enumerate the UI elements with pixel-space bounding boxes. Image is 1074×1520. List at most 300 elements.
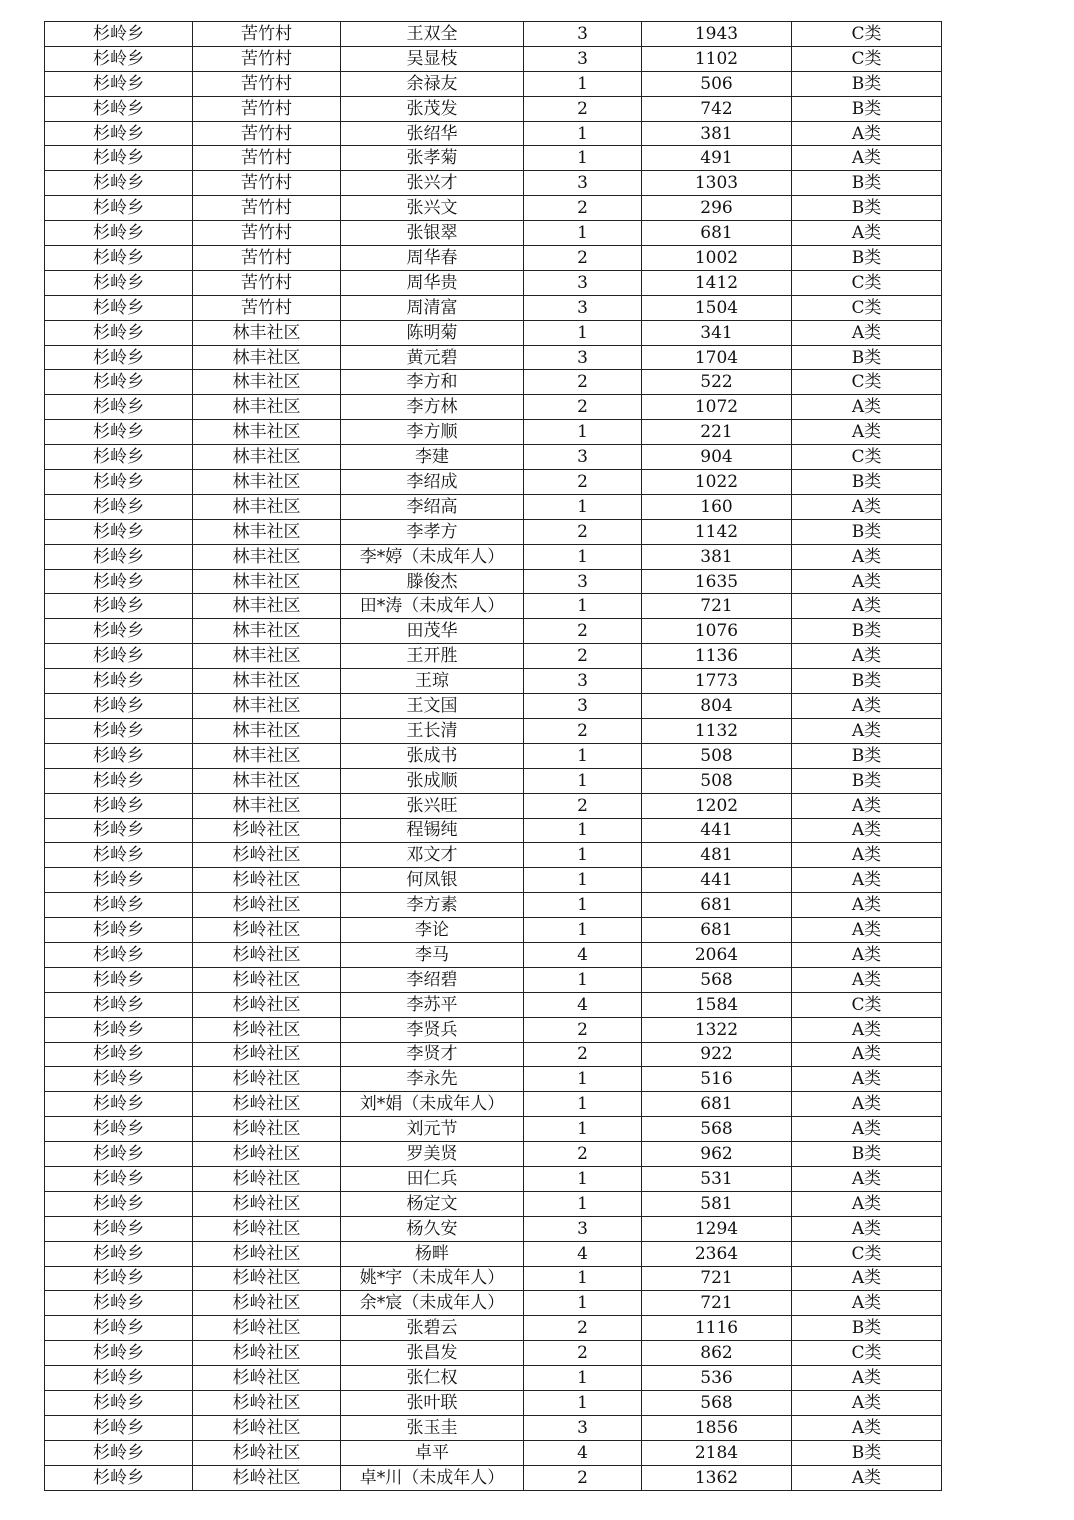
village-cell: 林丰社区 [193, 370, 341, 395]
amount-cell: 804 [642, 694, 792, 719]
village-cell: 苦竹村 [193, 121, 341, 146]
table-row [45, 221, 942, 246]
category-cell: B类 [792, 519, 942, 544]
township-cell: 杉岭乡 [45, 768, 193, 793]
category-cell: C类 [792, 445, 942, 470]
township-cell: 杉岭乡 [45, 793, 193, 818]
category-cell: A类 [792, 221, 942, 246]
name-cell: 李方林 [341, 395, 524, 420]
table-row [45, 868, 942, 893]
table-row [45, 46, 942, 71]
household-size-cell: 4 [524, 1440, 642, 1465]
table-row [45, 519, 942, 544]
name-cell: 张孝菊 [341, 146, 524, 171]
name-cell: 何凤银 [341, 868, 524, 893]
township-cell: 杉岭乡 [45, 992, 193, 1017]
table-row [45, 395, 942, 420]
name-cell: 李绍成 [341, 470, 524, 495]
township-cell: 杉岭乡 [45, 320, 193, 345]
table-row [45, 1440, 942, 1465]
name-cell: 张成书 [341, 743, 524, 768]
household-size-cell: 3 [524, 345, 642, 370]
amount-cell: 721 [642, 1266, 792, 1291]
household-size-cell: 3 [524, 46, 642, 71]
name-cell: 王长清 [341, 718, 524, 743]
household-size-cell: 1 [524, 967, 642, 992]
table-row [45, 1390, 942, 1415]
amount-cell: 681 [642, 893, 792, 918]
table-row [45, 743, 942, 768]
village-cell: 杉岭社区 [193, 1341, 341, 1366]
category-cell: C类 [792, 370, 942, 395]
village-cell: 苦竹村 [193, 171, 341, 196]
table-row [45, 967, 942, 992]
township-cell: 杉岭乡 [45, 420, 193, 445]
name-cell: 李*婷（未成年人） [341, 544, 524, 569]
household-size-cell: 3 [524, 22, 642, 47]
amount-cell: 568 [642, 967, 792, 992]
category-cell: A类 [792, 1266, 942, 1291]
village-cell: 杉岭社区 [193, 1092, 341, 1117]
name-cell: 罗美贤 [341, 1142, 524, 1167]
category-cell: C类 [792, 295, 942, 320]
amount-cell: 862 [642, 1341, 792, 1366]
name-cell: 李方顺 [341, 420, 524, 445]
name-cell: 张碧云 [341, 1316, 524, 1341]
township-cell: 杉岭乡 [45, 1440, 193, 1465]
category-cell: B类 [792, 71, 942, 96]
category-cell: C类 [792, 1341, 942, 1366]
amount-cell: 441 [642, 818, 792, 843]
category-cell: B类 [792, 345, 942, 370]
township-cell: 杉岭乡 [45, 96, 193, 121]
village-cell: 苦竹村 [193, 221, 341, 246]
name-cell: 李方和 [341, 370, 524, 395]
township-cell: 杉岭乡 [45, 519, 193, 544]
village-cell: 苦竹村 [193, 46, 341, 71]
amount-cell: 522 [642, 370, 792, 395]
amount-cell: 491 [642, 146, 792, 171]
amount-cell: 2064 [642, 942, 792, 967]
category-cell: A类 [792, 1191, 942, 1216]
village-cell: 苦竹村 [193, 22, 341, 47]
table-row [45, 246, 942, 271]
category-cell: B类 [792, 470, 942, 495]
amount-cell: 1856 [642, 1415, 792, 1440]
name-cell: 杨畔 [341, 1241, 524, 1266]
township-cell: 杉岭乡 [45, 221, 193, 246]
amount-cell: 508 [642, 768, 792, 793]
category-cell: A类 [792, 843, 942, 868]
village-cell: 杉岭社区 [193, 1191, 341, 1216]
table-row [45, 544, 942, 569]
table-row [45, 644, 942, 669]
table-row [45, 669, 942, 694]
amount-cell: 1635 [642, 569, 792, 594]
name-cell: 田仁兵 [341, 1166, 524, 1191]
name-cell: 李绍高 [341, 494, 524, 519]
household-size-cell: 1 [524, 918, 642, 943]
township-cell: 杉岭乡 [45, 445, 193, 470]
table-row [45, 345, 942, 370]
township-cell: 杉岭乡 [45, 942, 193, 967]
amount-cell: 1202 [642, 793, 792, 818]
table-row [45, 1142, 942, 1167]
township-cell: 杉岭乡 [45, 171, 193, 196]
household-size-cell: 2 [524, 196, 642, 221]
amount-cell: 1704 [642, 345, 792, 370]
table-row [45, 1465, 942, 1490]
village-cell: 苦竹村 [193, 270, 341, 295]
township-cell: 杉岭乡 [45, 470, 193, 495]
township-cell: 杉岭乡 [45, 967, 193, 992]
household-size-cell: 1 [524, 893, 642, 918]
table-row [45, 1291, 942, 1316]
table-row [45, 1241, 942, 1266]
village-cell: 杉岭社区 [193, 1017, 341, 1042]
category-cell: B类 [792, 743, 942, 768]
township-cell: 杉岭乡 [45, 395, 193, 420]
category-cell: A类 [792, 146, 942, 171]
table-row [45, 295, 942, 320]
village-cell: 苦竹村 [193, 295, 341, 320]
village-cell: 林丰社区 [193, 420, 341, 445]
household-size-cell: 2 [524, 1465, 642, 1490]
village-cell: 林丰社区 [193, 768, 341, 793]
township-cell: 杉岭乡 [45, 1341, 193, 1366]
township-cell: 杉岭乡 [45, 121, 193, 146]
household-size-cell: 4 [524, 942, 642, 967]
township-cell: 杉岭乡 [45, 1266, 193, 1291]
table-row [45, 1341, 942, 1366]
name-cell: 余*宸（未成年人） [341, 1291, 524, 1316]
village-cell: 杉岭社区 [193, 1390, 341, 1415]
table-row [45, 121, 942, 146]
village-cell: 林丰社区 [193, 569, 341, 594]
amount-cell: 1076 [642, 619, 792, 644]
amount-cell: 1102 [642, 46, 792, 71]
amount-cell: 721 [642, 594, 792, 619]
name-cell: 李马 [341, 942, 524, 967]
township-cell: 杉岭乡 [45, 893, 193, 918]
township-cell: 杉岭乡 [45, 22, 193, 47]
village-cell: 林丰社区 [193, 395, 341, 420]
category-cell: A类 [792, 644, 942, 669]
name-cell: 张银翠 [341, 221, 524, 246]
category-cell: A类 [792, 1465, 942, 1490]
name-cell: 李论 [341, 918, 524, 943]
table-row [45, 370, 942, 395]
village-cell: 苦竹村 [193, 71, 341, 96]
amount-cell: 296 [642, 196, 792, 221]
category-cell: A类 [792, 818, 942, 843]
village-cell: 林丰社区 [193, 494, 341, 519]
village-cell: 苦竹村 [193, 96, 341, 121]
township-cell: 杉岭乡 [45, 694, 193, 719]
township-cell: 杉岭乡 [45, 494, 193, 519]
table-row [45, 1092, 942, 1117]
township-cell: 杉岭乡 [45, 1042, 193, 1067]
village-cell: 杉岭社区 [193, 1266, 341, 1291]
village-cell: 杉岭社区 [193, 1216, 341, 1241]
village-cell: 林丰社区 [193, 694, 341, 719]
category-cell: B类 [792, 619, 942, 644]
table-row [45, 1216, 942, 1241]
table-row [45, 71, 942, 96]
township-cell: 杉岭乡 [45, 246, 193, 271]
name-cell: 李永先 [341, 1067, 524, 1092]
household-size-cell: 1 [524, 544, 642, 569]
name-cell: 张绍华 [341, 121, 524, 146]
category-cell: A类 [792, 1017, 942, 1042]
amount-cell: 1362 [642, 1465, 792, 1490]
amount-cell: 481 [642, 843, 792, 868]
village-cell: 杉岭社区 [193, 1291, 341, 1316]
name-cell: 张兴才 [341, 171, 524, 196]
village-cell: 杉岭社区 [193, 1316, 341, 1341]
township-cell: 杉岭乡 [45, 1067, 193, 1092]
table-row [45, 942, 942, 967]
table-row [45, 494, 942, 519]
category-cell: C类 [792, 46, 942, 71]
category-cell: C类 [792, 270, 942, 295]
name-cell: 李孝方 [341, 519, 524, 544]
category-cell: A类 [792, 694, 942, 719]
amount-cell: 568 [642, 1117, 792, 1142]
name-cell: 周华贵 [341, 270, 524, 295]
category-cell: A类 [792, 1216, 942, 1241]
amount-cell: 681 [642, 221, 792, 246]
township-cell: 杉岭乡 [45, 1291, 193, 1316]
table-row [45, 1366, 942, 1391]
category-cell: A类 [792, 569, 942, 594]
township-cell: 杉岭乡 [45, 1316, 193, 1341]
category-cell: B类 [792, 1440, 942, 1465]
township-cell: 杉岭乡 [45, 569, 193, 594]
category-cell: B类 [792, 1142, 942, 1167]
table-row [45, 718, 942, 743]
household-size-cell: 1 [524, 146, 642, 171]
household-size-cell: 2 [524, 644, 642, 669]
household-size-cell: 1 [524, 221, 642, 246]
household-size-cell: 1 [524, 1266, 642, 1291]
amount-cell: 1022 [642, 470, 792, 495]
name-cell: 李贤才 [341, 1042, 524, 1067]
name-cell: 李绍碧 [341, 967, 524, 992]
category-cell: B类 [792, 246, 942, 271]
name-cell: 张玉圭 [341, 1415, 524, 1440]
table-row [45, 22, 942, 47]
name-cell: 杨定文 [341, 1191, 524, 1216]
name-cell: 周华春 [341, 246, 524, 271]
household-size-cell: 3 [524, 445, 642, 470]
category-cell: A类 [792, 1092, 942, 1117]
village-cell: 林丰社区 [193, 619, 341, 644]
township-cell: 杉岭乡 [45, 743, 193, 768]
amount-cell: 1116 [642, 1316, 792, 1341]
township-cell: 杉岭乡 [45, 644, 193, 669]
household-size-cell: 4 [524, 1241, 642, 1266]
household-size-cell: 1 [524, 1092, 642, 1117]
name-cell: 姚*宇（未成年人） [341, 1266, 524, 1291]
village-cell: 杉岭社区 [193, 868, 341, 893]
township-cell: 杉岭乡 [45, 918, 193, 943]
household-size-cell: 1 [524, 121, 642, 146]
village-cell: 杉岭社区 [193, 818, 341, 843]
village-cell: 杉岭社区 [193, 942, 341, 967]
household-size-cell: 1 [524, 494, 642, 519]
assistance-roster-table [44, 21, 942, 1491]
category-cell: A类 [792, 544, 942, 569]
village-cell: 杉岭社区 [193, 1042, 341, 1067]
village-cell: 杉岭社区 [193, 992, 341, 1017]
township-cell: 杉岭乡 [45, 1241, 193, 1266]
township-cell: 杉岭乡 [45, 1465, 193, 1490]
name-cell: 程锡纯 [341, 818, 524, 843]
table-row [45, 1067, 942, 1092]
household-size-cell: 1 [524, 1291, 642, 1316]
table-body [45, 22, 942, 1491]
household-size-cell: 2 [524, 246, 642, 271]
township-cell: 杉岭乡 [45, 1017, 193, 1042]
township-cell: 杉岭乡 [45, 843, 193, 868]
household-size-cell: 3 [524, 171, 642, 196]
household-size-cell: 2 [524, 1341, 642, 1366]
household-size-cell: 2 [524, 1017, 642, 1042]
category-cell: A类 [792, 1390, 942, 1415]
category-cell: B类 [792, 196, 942, 221]
table-row [45, 146, 942, 171]
amount-cell: 962 [642, 1142, 792, 1167]
household-size-cell: 2 [524, 370, 642, 395]
name-cell: 田*涛（未成年人） [341, 594, 524, 619]
village-cell: 林丰社区 [193, 669, 341, 694]
name-cell: 王文国 [341, 694, 524, 719]
table-row [45, 918, 942, 943]
name-cell: 刘元节 [341, 1117, 524, 1142]
category-cell: A类 [792, 718, 942, 743]
township-cell: 杉岭乡 [45, 1191, 193, 1216]
name-cell: 杨久安 [341, 1216, 524, 1241]
amount-cell: 1072 [642, 395, 792, 420]
township-cell: 杉岭乡 [45, 146, 193, 171]
category-cell: A类 [792, 395, 942, 420]
table-row [45, 96, 942, 121]
village-cell: 杉岭社区 [193, 843, 341, 868]
amount-cell: 381 [642, 121, 792, 146]
amount-cell: 904 [642, 445, 792, 470]
village-cell: 林丰社区 [193, 644, 341, 669]
name-cell: 吴显枝 [341, 46, 524, 71]
amount-cell: 508 [642, 743, 792, 768]
township-cell: 杉岭乡 [45, 1415, 193, 1440]
household-size-cell: 3 [524, 1216, 642, 1241]
amount-cell: 516 [642, 1067, 792, 1092]
amount-cell: 1504 [642, 295, 792, 320]
category-cell: A类 [792, 121, 942, 146]
name-cell: 李贤兵 [341, 1017, 524, 1042]
amount-cell: 441 [642, 868, 792, 893]
township-cell: 杉岭乡 [45, 1166, 193, 1191]
household-size-cell: 2 [524, 1042, 642, 1067]
amount-cell: 341 [642, 320, 792, 345]
name-cell: 张兴旺 [341, 793, 524, 818]
name-cell: 张仁权 [341, 1366, 524, 1391]
village-cell: 杉岭社区 [193, 1415, 341, 1440]
household-size-cell: 1 [524, 768, 642, 793]
name-cell: 滕俊杰 [341, 569, 524, 594]
amount-cell: 1002 [642, 246, 792, 271]
name-cell: 王琼 [341, 669, 524, 694]
village-cell: 林丰社区 [193, 544, 341, 569]
name-cell: 王双全 [341, 22, 524, 47]
household-size-cell: 3 [524, 295, 642, 320]
household-size-cell: 1 [524, 1166, 642, 1191]
amount-cell: 1142 [642, 519, 792, 544]
amount-cell: 681 [642, 918, 792, 943]
household-size-cell: 1 [524, 868, 642, 893]
category-cell: B类 [792, 1316, 942, 1341]
amount-cell: 1773 [642, 669, 792, 694]
township-cell: 杉岭乡 [45, 818, 193, 843]
village-cell: 杉岭社区 [193, 1166, 341, 1191]
table-row [45, 1042, 942, 1067]
township-cell: 杉岭乡 [45, 1216, 193, 1241]
village-cell: 苦竹村 [193, 146, 341, 171]
amount-cell: 536 [642, 1366, 792, 1391]
township-cell: 杉岭乡 [45, 71, 193, 96]
table-row [45, 793, 942, 818]
amount-cell: 1136 [642, 644, 792, 669]
village-cell: 林丰社区 [193, 320, 341, 345]
category-cell: A类 [792, 1366, 942, 1391]
table-row [45, 1117, 942, 1142]
name-cell: 李苏平 [341, 992, 524, 1017]
village-cell: 杉岭社区 [193, 967, 341, 992]
name-cell: 张茂发 [341, 96, 524, 121]
name-cell: 李建 [341, 445, 524, 470]
township-cell: 杉岭乡 [45, 270, 193, 295]
category-cell: A类 [792, 893, 942, 918]
township-cell: 杉岭乡 [45, 619, 193, 644]
amount-cell: 681 [642, 1092, 792, 1117]
household-size-cell: 3 [524, 669, 642, 694]
name-cell: 卓*川（未成年人） [341, 1465, 524, 1490]
category-cell: A类 [792, 1415, 942, 1440]
household-size-cell: 1 [524, 1366, 642, 1391]
village-cell: 杉岭社区 [193, 1241, 341, 1266]
household-size-cell: 1 [524, 843, 642, 868]
amount-cell: 1584 [642, 992, 792, 1017]
category-cell: B类 [792, 768, 942, 793]
category-cell: B类 [792, 96, 942, 121]
name-cell: 黄元碧 [341, 345, 524, 370]
household-size-cell: 1 [524, 1390, 642, 1415]
village-cell: 林丰社区 [193, 445, 341, 470]
household-size-cell: 3 [524, 694, 642, 719]
category-cell: A类 [792, 1291, 942, 1316]
township-cell: 杉岭乡 [45, 1390, 193, 1415]
amount-cell: 506 [642, 71, 792, 96]
amount-cell: 381 [642, 544, 792, 569]
household-size-cell: 1 [524, 1067, 642, 1092]
township-cell: 杉岭乡 [45, 370, 193, 395]
household-size-cell: 2 [524, 395, 642, 420]
category-cell: C类 [792, 992, 942, 1017]
name-cell: 张兴文 [341, 196, 524, 221]
table-row [45, 1316, 942, 1341]
household-size-cell: 2 [524, 718, 642, 743]
